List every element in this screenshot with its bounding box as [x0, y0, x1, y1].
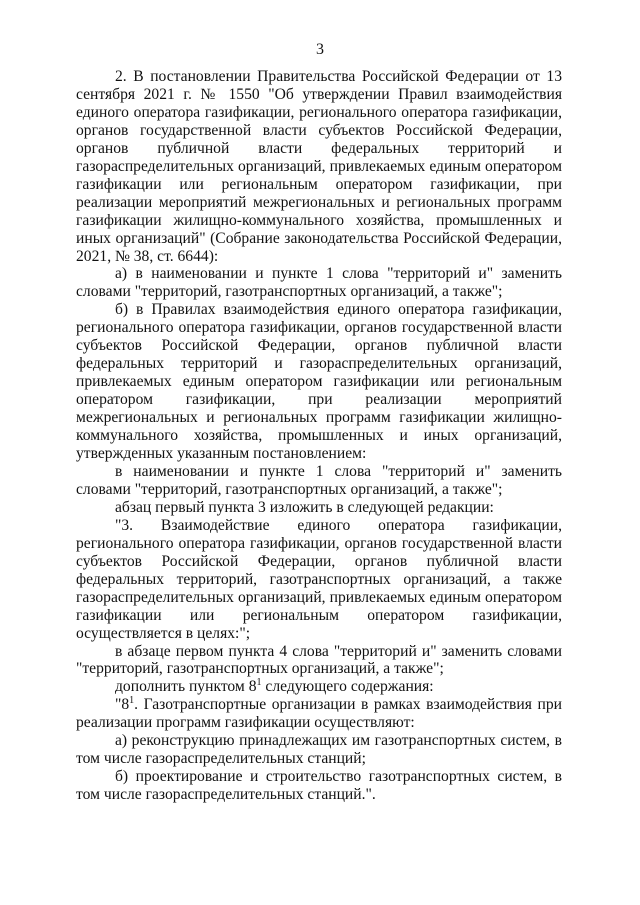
supplement-text-before: дополнить пунктом 8 [115, 678, 257, 696]
paragraph-rename-clause: в наименовании и пункте 1 слова "территорий и" заменить словами "территорий, газотранспортных организаций, а также"; [76, 462, 562, 498]
supplement-superscript: 1 [256, 677, 262, 689]
paragraph-point-8-1-subitem-b: б) проектирование и строительство газотранспортных систем, в том числе газораспределительных станций.". [76, 768, 562, 804]
supplement-text-after: следующего содержания: [261, 678, 434, 696]
paragraph-subitem-a: а) в наименовании и пункте 1 слова "территорий и" заменить словами "территорий, газотранспортных организаций, а также"; [76, 265, 562, 301]
paragraph-supplement-intro [76, 678, 562, 696]
paragraph-point-3-text: "3. Взаимодействие единого оператора газификации, регионального оператора газификации, органов государственной власти субъектов Российской Федерации, органов публичной власти федеральных территорий, газотранспортных организаций, а также газораспределительных организаций, привлекаемых единым оператором газификации или региональным оператором газификации, осуществляется в целях:"; [76, 516, 562, 642]
paragraph-point-8-1 [76, 696, 562, 732]
paragraph-item-2: 2. В постановлении Правительства Российской Федерации от 13 сентября 2021 г. № 1550 "Об утверждении Правил взаимодействия единого оператора газификации, регионального оператора газификации, органов государственной власти субъектов Российской Федерации, органов публичной власти федеральных территорий и газораспределительных организаций, привлекаемых единым оператором газификации или региональным оператором газификации, при реализации мероприятий межрегиональных и региональных программ газификации жилищно-коммунального хозяйства, промышленных и иных организаций" (Собрание законодательства Российской Федерации, 2021, № 38, ст. 6644): [76, 68, 562, 265]
page-number: 3 [316, 41, 324, 58]
paragraph-point-3-intro: абзац первый пункта 3 изложить в следующей редакции: [115, 498, 494, 516]
document-body [76, 68, 562, 804]
paragraph-point-8-1-subitem-a: а) реконструкцию принадлежащих им газотранспортных систем, в том числе газораспределительных станций; [76, 732, 562, 768]
point-8-1-text: . Газотранспортные организации в рамках взаимодействия при реализации программ газификации осуществляют: [76, 696, 562, 732]
point-8-1-superscript: 1 [129, 695, 135, 707]
paragraph-point-4-clause: в абзаце первом пункта 4 слова "территорий и" заменить словами "территорий, газотранспортных организаций, а также"; [76, 642, 562, 678]
paragraph-subitem-b: б) в Правилах взаимодействия единого оператора газификации, регионального оператора газификации, органов государственной власти субъектов Российской Федерации, органов публичной власти федеральных территорий и газораспределительных организаций, привлекаемых единым оператором газификации или региональным оператором газификации, при реализации мероприятий межрегиональных и региональных программ газификации жилищно-коммунального хозяйства, промышленных и иных организаций, утвержденных указанным постановлением: [76, 301, 562, 463]
point-8-1-prefix: "8 [115, 696, 130, 714]
